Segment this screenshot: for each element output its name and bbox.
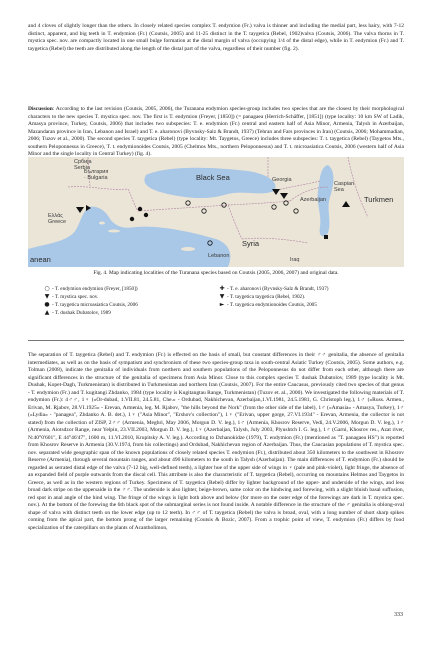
map-label-georgia: Georgia <box>272 177 292 183</box>
legend-row <box>42 301 404 309</box>
map-label-anean: anean <box>30 255 51 264</box>
legend-item <box>217 301 392 309</box>
island-shape <box>108 230 120 233</box>
map-label-azerbaijan: Azerbaijan <box>300 197 326 203</box>
map-label-serbia: Србија Serbia <box>74 159 92 171</box>
legend-text: - T. taygetica endymionoides Coutsis, 2005 <box>227 302 317 308</box>
legend-symbol: ▼ <box>44 293 50 300</box>
legend-item <box>42 285 217 293</box>
legend-item <box>42 309 217 317</box>
legend-row <box>42 285 404 293</box>
map-label-syria: Syria <box>242 239 260 248</box>
map-label-turkmen: Turkmen <box>364 195 394 204</box>
map-label-iraq: Iraq <box>290 257 300 263</box>
marker-microasiatica <box>130 217 134 221</box>
legend-item <box>42 293 217 301</box>
legend-text: - T. taygetica microasiatica Coutsis, 2006 <box>52 302 138 308</box>
distribution-map <box>28 157 404 267</box>
legend-text: - T. e. aharonovi (Byvnsky-Salz & Brandt, 1937) <box>227 286 329 292</box>
legend-symbol: ▼ <box>219 293 225 300</box>
legend-symbol: ● <box>44 301 50 308</box>
legend-row <box>42 293 404 301</box>
marker-microasiatica <box>138 207 142 211</box>
body-paragraph-top: and 4 cloves of slightly longer than the others. In closely related species complex T. endymion (Fr.) valva is thinner and including the medial part, less hairy, with 7-12 distinct, apparent, and big teeth in T. endymion (Fr.) (Coutsis, 2005) and 11-25 distinct in the T. taygetica (Rebel, 1902)valva (Coutsis, 2006). The valva thorns in T. mystica spec. nov. are compactly located in one small bulge formation at the distal margin of valva (occupying 1/4 of the distal edge), while in T. endymion (Fr.) and T. taygetica (Rebel) the teeth are distributed along the length of the distal part of the valva, regardless of their number (fig. 2). <box>28 23 404 52</box>
map-label-lebanon: Lebanon <box>208 253 230 259</box>
map-legend <box>42 285 404 317</box>
legend-item <box>217 285 392 293</box>
legend-text: - T. dushak Dubatolov, 1989 <box>52 310 111 316</box>
discussion-text: : According to the last revision (Coutsis, 2005, 2006), the Turanana endymion species-group includes two species that are the closest by their morphological characters to the new species T. mystica spec. nov. The first is T. endymion (Freyer, [1850]) (= panagaea (Herrich-Schäffer, [1851]) (type locality: 10 km SW of Ladik, Amasya province, Turkey, Coutsis, 2006) that includes two subspecies: T. e. endymion (Fr.) central and eastern half of Asia Minor, Armenia, Talysh in Azerbaijan, Mazandaran province in Iran, Lebanon and Israel) and T. e. aharonovi (Byvnsky-Salz & Brandt, 1937) (Tehran and Fars provinces in Iran) (Coutsis, 2006; Mohammadian, 2006; Tuzov et al., 2000). The second species T. taygetica (Rebel) (type locality: Mt. Taygetos, Greece) includes three subspecies: T. t. taygetica (Rebel) (Taygetos Mts., southern Peloponnesus in Greece), T. t. endymionoides Coutsis, 2005 (Chelmos Mts., northern Peloponnesus) and T. t. microasiatica Coutsis, 2006 (western half of Asia Minor and the single locality in Central Turkey) (fig. 4). <box>28 106 404 157</box>
legend-text: - T. endymion endymion (Freyer, [1850]) <box>52 286 138 292</box>
cyprus-shape <box>181 247 195 251</box>
legend-symbol: ○ <box>44 285 50 292</box>
legend-row <box>42 309 404 317</box>
legend-item <box>217 293 392 301</box>
legend-item <box>42 301 217 309</box>
legend-text: - T. mystica spec. nov. <box>52 294 99 300</box>
discussion-label: Discussion <box>28 106 53 112</box>
marker-microasiatica <box>144 213 148 217</box>
section-divider <box>28 340 404 341</box>
legend-symbol: ✚ <box>219 285 225 292</box>
figure-caption: Fig. 4. Map indicating localities of the Turanana species based on Coutsis (2005, 2006, 2007) and original data. <box>93 270 339 276</box>
map-label-black-sea: Black Sea <box>196 173 230 182</box>
map-label-bulgaria: България · Bulgaria <box>84 169 109 181</box>
map-label-greece: Ελλάς Greece <box>48 213 67 225</box>
legend-symbol: ► <box>219 301 225 308</box>
legend-symbol: ▲ <box>44 309 50 316</box>
body-paragraph-separation: The separation of T. taygetica (Rebel) and T. endymion (Fr.) is effected on the basis of small, but constant differences in their ♂♂ genitalia, the absence of genitalia intermediates, as well as on the basis of sympatism and synchronism of these two species-group taxa in south-central Asiatic Turkey (Coutsis, 2005). Some authors, e.g. Tolman (2008), indicate the genitalia of individuals from northern and southern populations of the Peloponnesus do not differ from each other, although there are significant differences in the structure of the genitalia of specimens from Asia Minor. Close to this complex species T. dushak Dubatolov, 1989 (type locality is Mt. Dushak, Kopet-Dagh, Turkmenistan) is distributed in Turkmenistan and northern Iran (Coutsis, 2007). For the entire Caucasus, previously cited two species of that genus - T. endymion (Fr.) and T. kugitangi Zhdanko, 1984 (type locality is Kugitangtau Range, Turkmenistan) (Tuzov et. al., 2000). We investigated the following materials of T. endymion (Fr.): 4♂♂, 1♀ («Or-dubad, 1.VII.81, 24.5.81, Che.» - Ordubad, Nakhichevan, Azerbaijan,1.VI.1981, 24.5.1981, G. Christoph leg.), 1♂ («Russ. Armen., Erivan, M. Rjabov, 28.VI.1925» - Erevan, Armenia, leg. M. Rjabov, "the hills beyond the Nork" (from the other side of the label), 1♂ («Amasia» - Amasya, Turkey), 1♂ («Lydia» - "panagea", Zhdanko A. B. det.), 1♀ ("Asia Minor", "Ershov's collection"), 1♀ ("Erivan, upper gorge, 27.VI.1934" - Erevan, Armenia, the collector is not stated) from the collection of ZISP, 2♂♂ (Armenia, Meghri, May 2006, Morgun D. V. leg.), 1♂ (Armenia, Khosrov Reserve, Vedi, 24.V.2006, Morgun D. V. leg.), 1♂ (Armenia, Aiotsdzor Range, near Yelpin, 23.VII.2003, Morgun D. V. leg.), 1♀ (Azerbaijan, Talysh, July 2003, Plyushtch I. G. leg.), 1♂ (Garni, Khosrov res., Azat river, N:40°0'601", E 44°46'47", 1600 m, 11.VI.2010, Krupitsky A. V. leg.). According to Dzhanokidze (1979), T. endymion (Fr.) (mentioned as "T. panagaea HS") is reported from Khosrov Reserve in Armenia (30.V.1974, from his collectings) and Ordubad, Nakhichevan region of Azerbaijan. Thus, the Caucasian populations of T. mystica spec. nov. separated wide geographic span of the known populations of closely related species T. endymion (Fr.), distributed about 350 kilometers to the southwest in Khosrov Reserve (Armenia), through several mountain ranges, and about 490 kilometers to the south in Talysh (Azerbaijan). The main differences of T. endymion (Fr.) should be regarded as serrated distal edge of the valva (7-12 big, well-defined teeth), a lighter hue of the upper side of wings in ♀ (pale and pink-violet), light fringe, the absence of an expanded field of purple outwards from the discal cell. This attribute is also the characteristic of T. taygetica (Rebel), occurring on mountains Helmos and Taygetos in Greece, as well as in the western regions of Turkey. Specimens of T. taygetica (Rebel) differ by lighter background of the upper- and underside of the wings, and less broad dark stripe on the uppersaide in the ♂♂. The underside is also lighter, beige-brown, same color on the hindwing and forewing, with a slight bluish basal suffusion, red spot in anal angle of the hind wing. The fringe of the wings is light both above and below (for more on the outer edge of the forewings are dark in T. mystica spec. nov.). At the bottom of the forewing the 6th black spot of the submarginal series is not found inside. A notable difference in the structure of the ♂ genitalia is oblong-oval shape of valva with distinct teeth on the lower edge (up to 12 teeth). In ♂♂ of T. taygetica (Rebel) the valva is broad, oval, with a long number of short sharp spikes coming from the apical part, the bottom prong of the larger remaining (Coutsis & Bozic, 2007). From a trophic point of view, T. endymion (Fr.) differs by food specialization of the caterpillars on the plants of Acantholimon, <box>28 352 404 531</box>
island-shape <box>99 222 105 225</box>
discussion-paragraph <box>28 106 404 157</box>
marker-aharonovi <box>324 235 328 239</box>
map-label-caspian: Caspian Sea <box>334 181 355 193</box>
legend-text: - T. taygetica taygetica (Rebel, 1902). <box>227 294 306 300</box>
page-number: 333 <box>394 612 403 618</box>
